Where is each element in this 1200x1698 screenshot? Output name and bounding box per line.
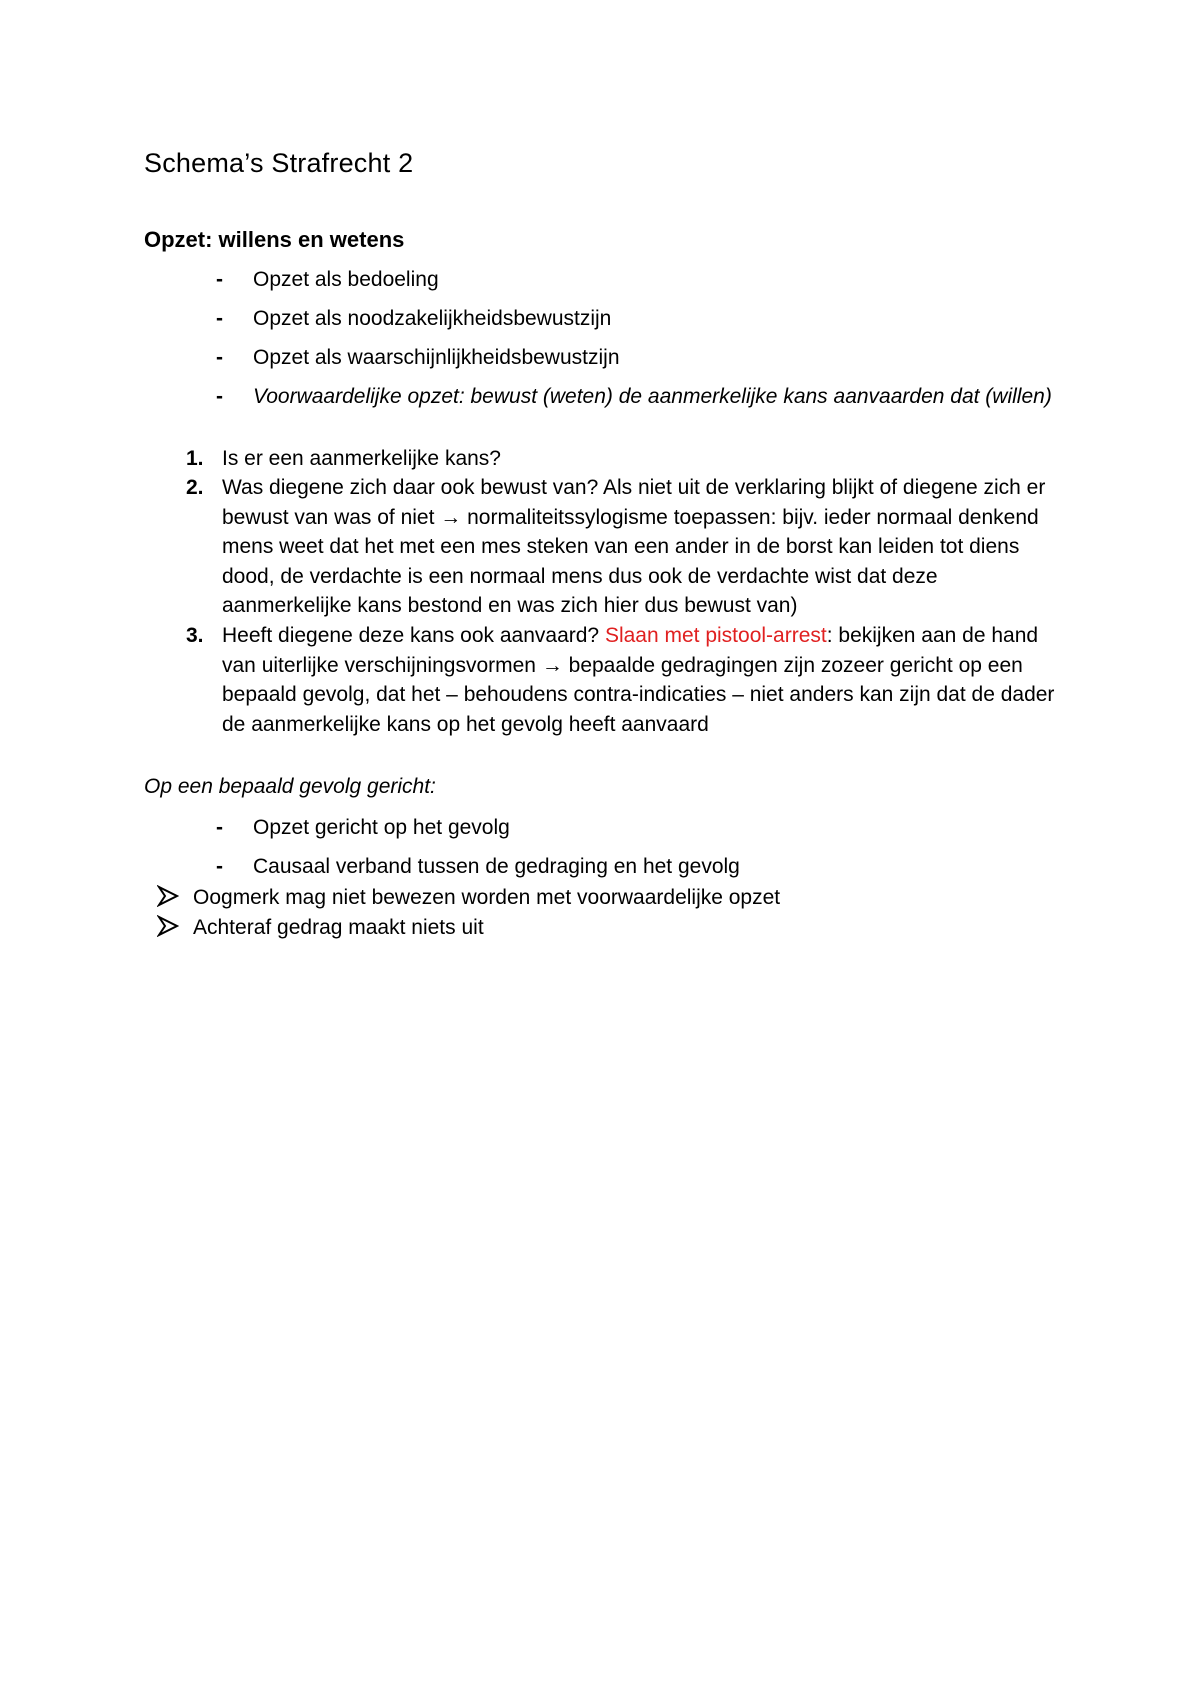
numbered-item: [186, 444, 1062, 474]
highlighted-case-name: Slaan met pistool-arrest: [604, 624, 827, 647]
item-number: 2.: [186, 476, 204, 499]
item-text: Is er een aanmerkelijke kans?: [222, 447, 501, 470]
item-text-part: Was diegene zich daar ook bewust van? Als niet uit de verklaring blijkt of diegene zich er bewust van was of niet: [222, 476, 1046, 529]
arrow-bullet-text: Oogmerk mag niet bewezen worden met voorwaardelijke opzet: [193, 886, 781, 909]
bullet-item: [216, 343, 1043, 372]
arrowhead-bullet-icon: [157, 915, 179, 937]
item-text: [222, 621, 1062, 739]
numbered-item: [186, 621, 1062, 739]
dash-bullet-icon: -: [216, 268, 223, 291]
numbered-item: [186, 473, 1062, 621]
arrow-bullet-item: [157, 913, 1013, 942]
bullet-text: Opzet gericht op het gevolg: [253, 816, 510, 839]
item-text-part: : bekijken aan de hand van uiterlijke verschijningsvormen: [222, 624, 1039, 677]
section-heading: Opzet: willens en wetens: [144, 227, 405, 252]
bullet-text: Opzet als waarschijnlijkheidsbewustzijn: [253, 346, 620, 369]
bullet-item: [216, 304, 1043, 333]
dash-bullet-icon: -: [216, 855, 223, 878]
dash-bullet-icon: -: [216, 307, 223, 330]
item-number: 3.: [186, 624, 204, 647]
bullet-item: [216, 852, 1043, 881]
dash-bullet-icon: -: [216, 346, 223, 369]
right-arrow-icon: →: [440, 505, 462, 529]
bullet-text: Causaal verband tussen de gedraging en het gevolg: [253, 855, 740, 878]
bullet-item: [216, 382, 1053, 411]
item-text: [222, 473, 1062, 621]
dash-bullet-icon: -: [216, 816, 223, 839]
bullet-item: [216, 265, 1043, 294]
bullet-text: Opzet als noodzakelijkheidsbewustzijn: [253, 307, 612, 330]
arrowhead-bullet-icon: [157, 885, 179, 907]
bullet-item: [216, 813, 1043, 842]
bullet-text: Opzet als bedoeling: [253, 268, 439, 291]
subsection-heading: Op een bepaald gevolg gericht:: [144, 775, 436, 798]
document-title: Schema’s Strafrecht 2: [144, 148, 414, 178]
item-text-part: normaliteitssylogisme toepassen: bijv. ieder normaal denkend mens weet dat het met een mes steken van een ander in de borst kan leiden tot diens dood, de verdachte is een normaal mens dus ook de verdachte wist dat deze aanmerkelijke kans bestond en was zich hier dus bewust van): [222, 505, 1039, 617]
arrow-bullet-item: [157, 883, 1013, 912]
right-arrow-icon: →: [541, 653, 563, 677]
item-text-part: Heeft diegene deze kans ook aanvaard?: [222, 624, 605, 647]
arrow-bullet-text: Achteraf gedrag maakt niets uit: [193, 916, 484, 939]
item-text-part: bepaalde gedragingen zijn zozeer gericht op een bepaald gevolg, dat het – behoudens contra-indicaties – niet anders kan zijn dat de dader de aanmerkelijke kans op het gevolg heeft aanvaard: [222, 653, 1055, 736]
bullet-text: Voorwaardelijke opzet: bewust (weten) de aanmerkelijke kans aanvaarden dat (willen): [253, 385, 1052, 408]
item-number: 1.: [186, 447, 204, 470]
dash-bullet-icon: -: [216, 385, 223, 408]
